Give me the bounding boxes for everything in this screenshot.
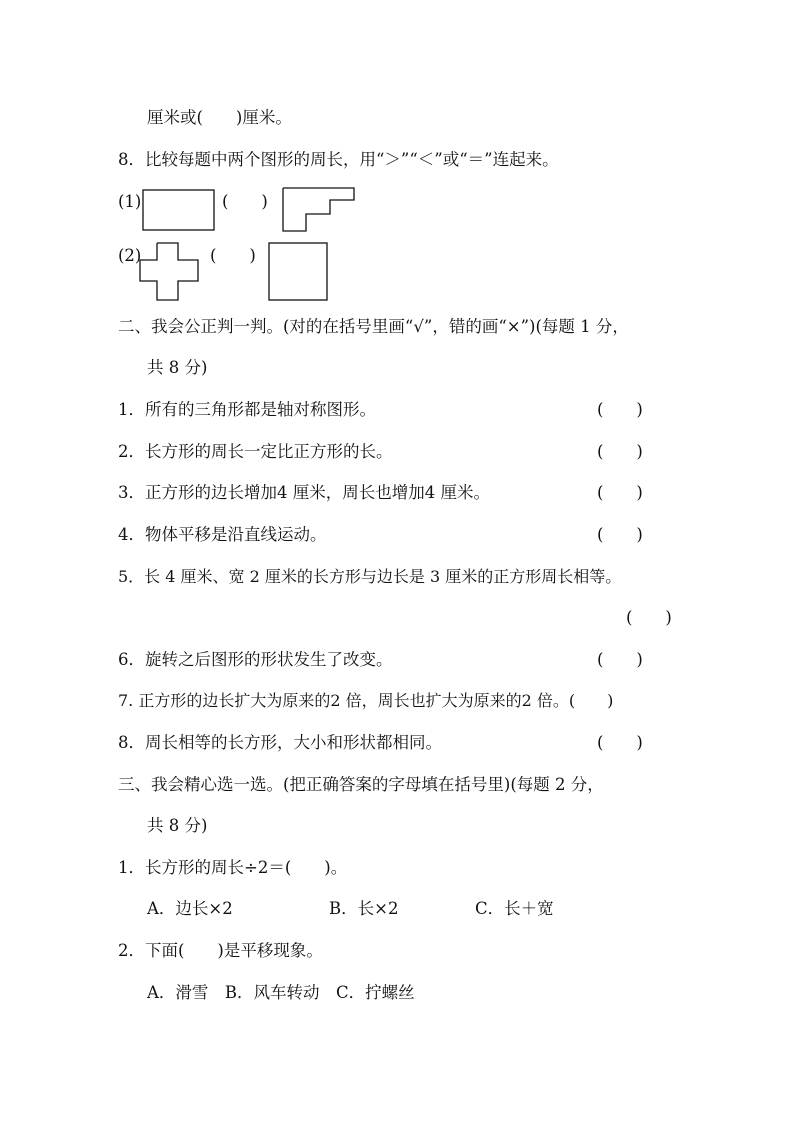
continuation-line: 厘米或( )厘米。 bbox=[147, 108, 292, 127]
judge-paren-3: ( ) bbox=[597, 483, 643, 502]
q8-1-answer-paren: ( ) bbox=[222, 192, 268, 211]
section-3-title-cont: 共 8 分) bbox=[147, 816, 208, 835]
choice-item-1: 1．长方形的周长÷2＝( )。 bbox=[118, 858, 348, 877]
section-2-title: 二、我会公正判一判。(对的在括号里画“√”，错的画“×”)(每题 1 分， bbox=[118, 317, 629, 336]
section-3-title: 三、我会精心选一选。(把正确答案的字母填在括号里)(每题 2 分， bbox=[118, 775, 604, 794]
question-8: 8．比较每题中两个图形的周长，用“＞”“＜”或“＝”连起来。 bbox=[118, 150, 559, 169]
judge-item-1: 1．所有的三角形都是轴对称图形。 bbox=[118, 400, 376, 419]
choice-item-2: 2．下面( )是平移现象。 bbox=[118, 941, 323, 960]
judge-paren-5: ( ) bbox=[626, 608, 672, 627]
q8-1-label: (1) bbox=[118, 192, 142, 211]
cross-shape bbox=[139, 242, 201, 302]
judge-item-2: 2．长方形的周长一定比正方形的长。 bbox=[118, 442, 393, 461]
judge-item-7: 7. 正方形的边长扩大为原来的2 倍，周长也扩大为原来的2 倍。( ) bbox=[118, 691, 614, 710]
square-shape bbox=[268, 242, 330, 302]
judge-item-6: 6．旋转之后图形的形状发生了改变。 bbox=[118, 650, 393, 669]
judge-paren-1: ( ) bbox=[597, 400, 643, 419]
choice-2-options: A．滑雪 B．风车转动 C．拧螺丝 bbox=[147, 983, 415, 1002]
judge-item-8: 8．周长相等的长方形，大小和形状都相同。 bbox=[118, 733, 442, 752]
judge-item-5: 5．长 4 厘米、宽 2 厘米的长方形与边长是 3 厘米的正方形周长相等。 bbox=[118, 567, 622, 586]
judge-item-3: 3．正方形的边长增加4 厘米，周长也增加4 厘米。 bbox=[118, 483, 490, 502]
choice-1-option-a: A．边长×2 bbox=[147, 899, 233, 918]
judge-paren-6: ( ) bbox=[597, 650, 643, 669]
rectangle-shape bbox=[142, 189, 216, 231]
choice-1-option-c: C．长＋宽 bbox=[475, 899, 554, 918]
section-2-title-cont: 共 8 分) bbox=[147, 358, 208, 377]
q8-2-label: (2) bbox=[118, 246, 142, 265]
judge-paren-4: ( ) bbox=[597, 525, 643, 544]
judge-item-4: 4．物体平移是沿直线运动。 bbox=[118, 525, 327, 544]
choice-1-option-b: B．长×2 bbox=[329, 899, 399, 918]
judge-paren-8: ( ) bbox=[597, 733, 643, 752]
staircase-shape bbox=[282, 187, 358, 233]
judge-paren-2: ( ) bbox=[597, 442, 643, 461]
q8-2-answer-paren: ( ) bbox=[210, 246, 256, 265]
